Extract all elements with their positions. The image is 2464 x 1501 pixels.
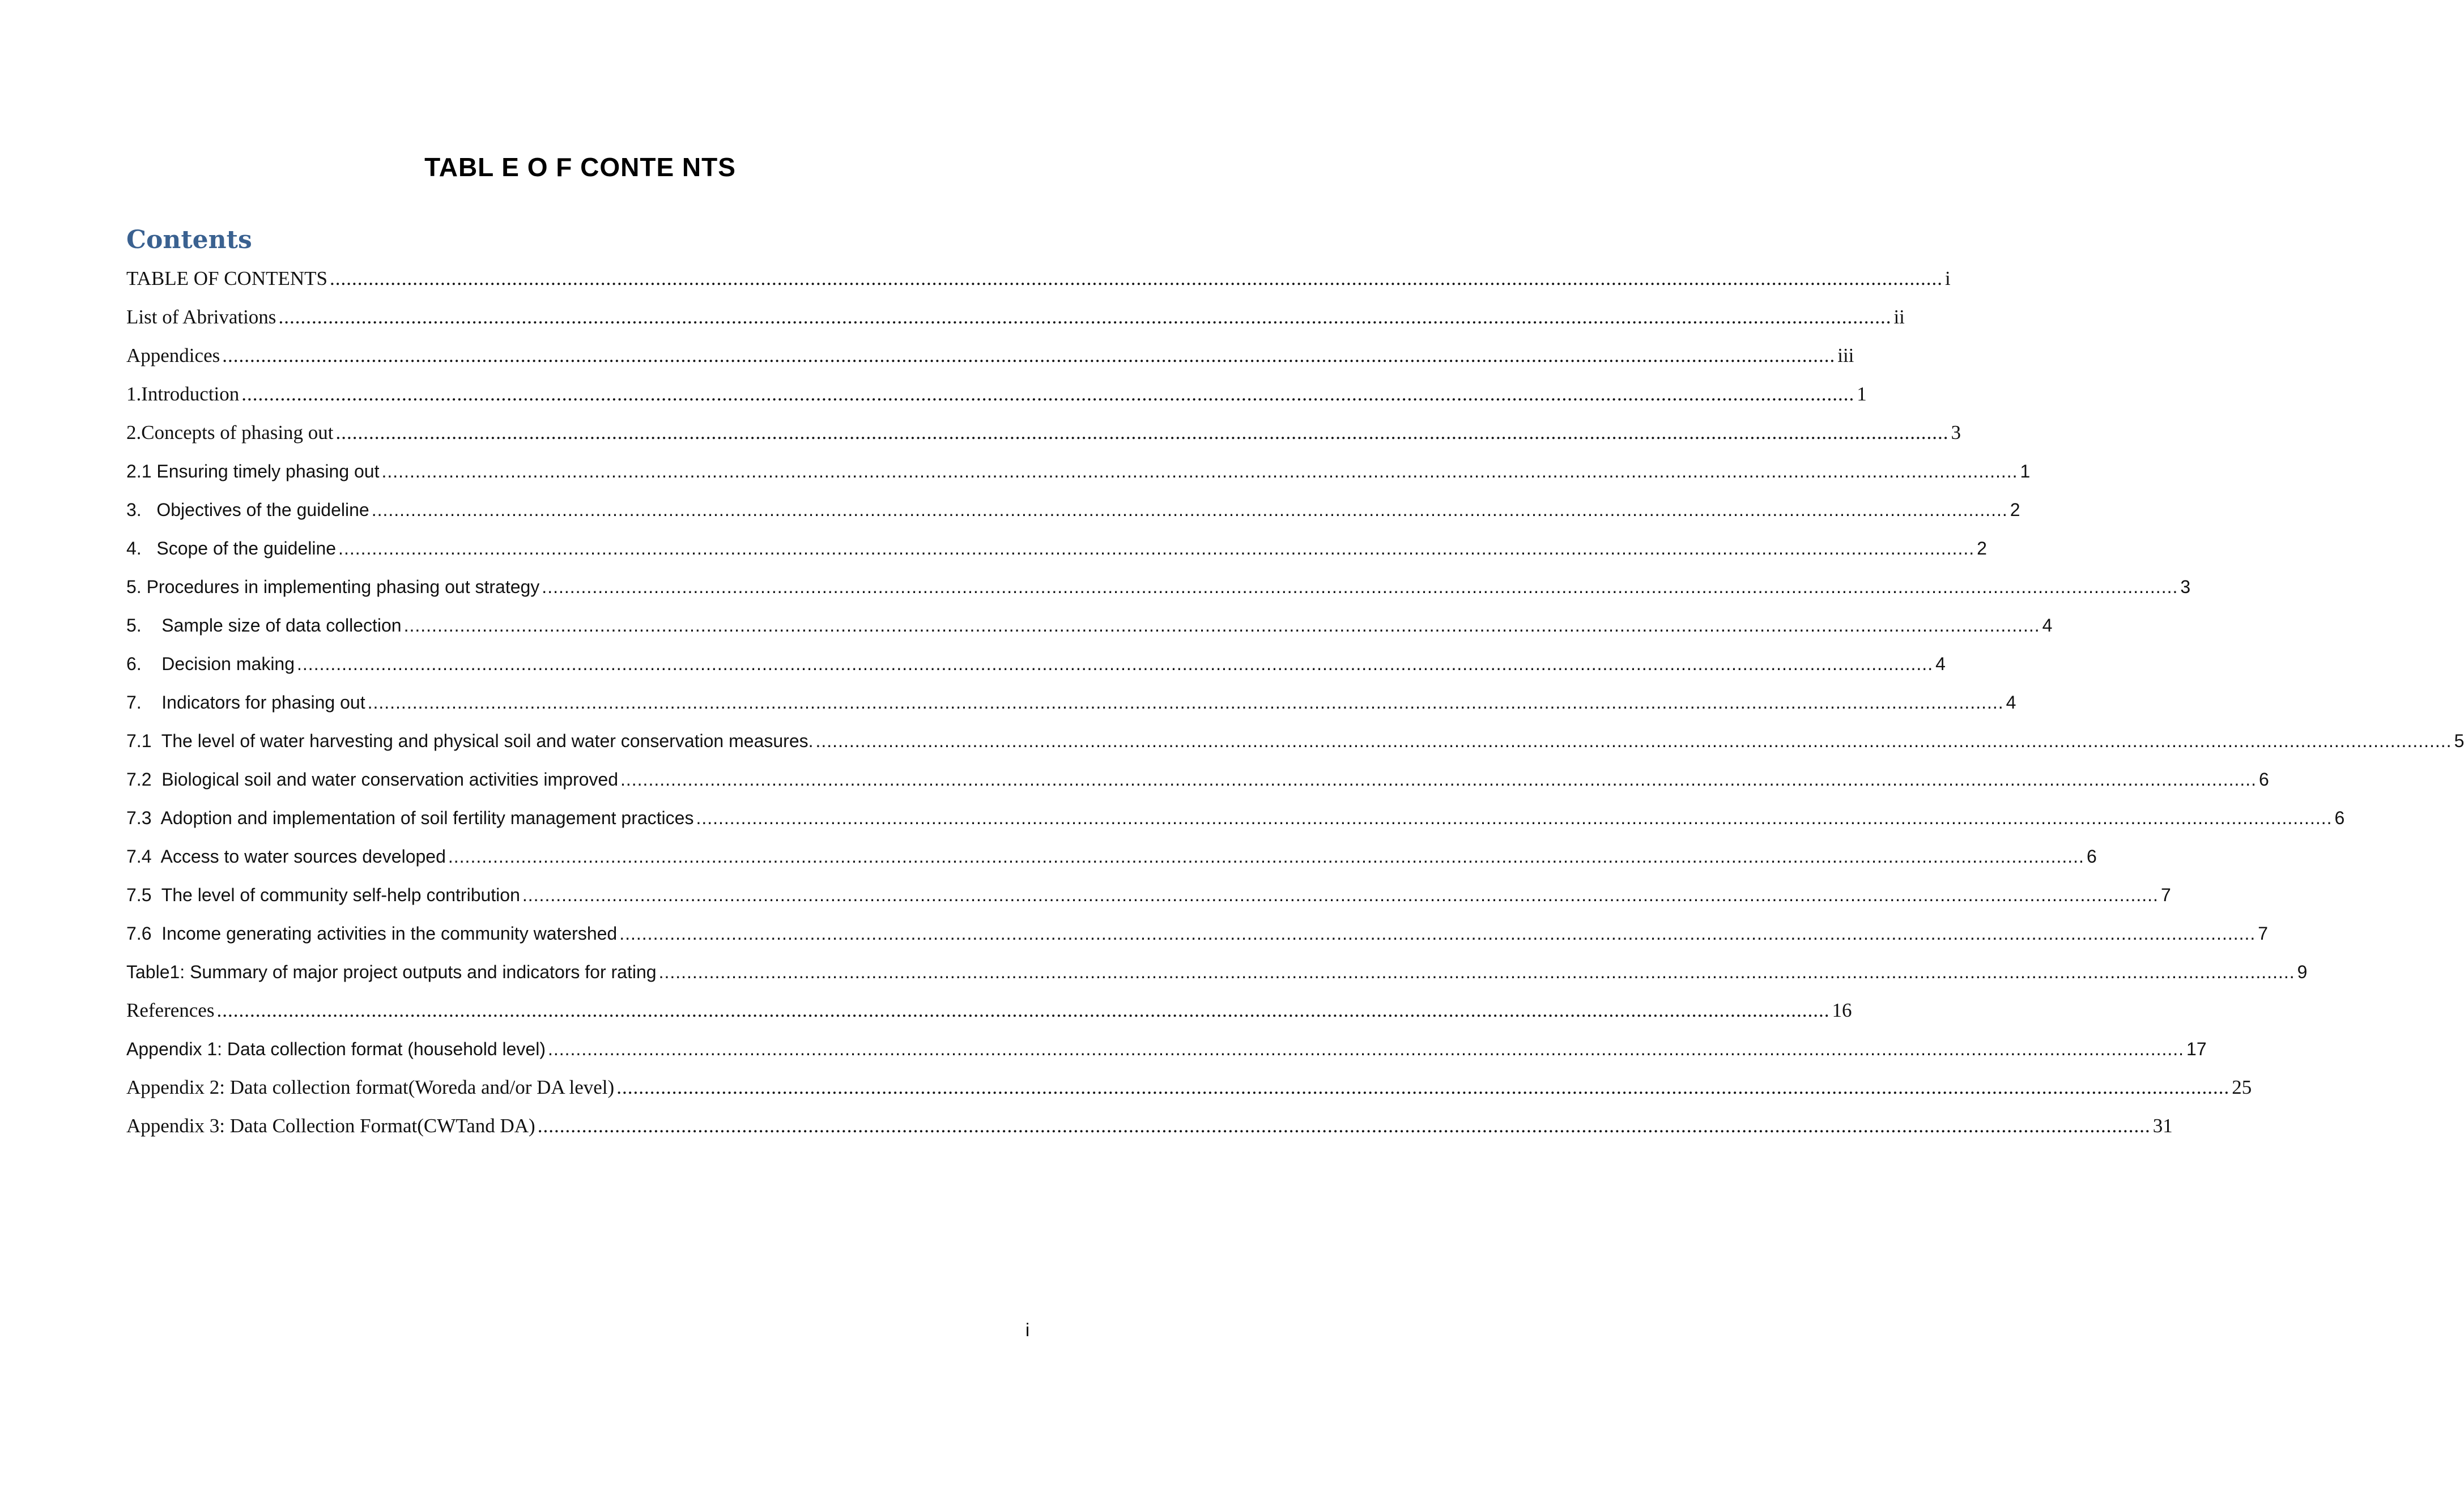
toc-entry-page: 3	[1951, 421, 1961, 444]
toc-entry-water-harvesting-level[interactable]	[126, 722, 2464, 760]
toc-entry-title: 6. Decision making	[126, 654, 297, 675]
toc-entry-appendices[interactable]	[126, 336, 1854, 375]
toc-entry-community-self-help-contribution[interactable]	[126, 876, 2171, 914]
toc-entry-page: 6	[2259, 769, 2269, 790]
toc-entry-title: 5. Sample size of data collection	[126, 615, 404, 636]
toc-entry-title: 3. Objectives of the guideline	[126, 500, 372, 521]
toc-entry-page: i	[1944, 267, 1951, 289]
toc-entry-page: 31	[2152, 1115, 2173, 1137]
toc-entry-title: 2.1 Ensuring timely phasing out	[126, 461, 381, 482]
table-of-contents	[126, 259, 2464, 1145]
contents-heading: Contents	[126, 225, 252, 254]
toc-entry-page: 6	[2334, 807, 2345, 828]
toc-entry-title: 4. Scope of the guideline	[126, 538, 338, 559]
toc-entry-sample-size-of-data-collection[interactable]	[126, 606, 2053, 645]
toc-entry-page: 4	[2006, 692, 2016, 713]
toc-entry-income-generating-activities[interactable]	[126, 914, 2269, 953]
toc-entry-title: 7.3 Adoption and implementation of soil fertility management practices	[126, 808, 696, 829]
toc-dot-leader: ....................................................................................................................................................................................................................................................................................................	[222, 344, 1836, 366]
toc-dot-leader: ....................................................................................................................................................................................................................................................................................................	[522, 884, 2159, 905]
toc-entry-soil-fertility-management[interactable]	[126, 799, 2345, 837]
toc-entry-title: 7.1 The level of water harvesting and physical soil and water conservation measures.	[126, 731, 816, 752]
page-number: i	[1025, 1320, 1030, 1340]
toc-entry-page: 3	[2180, 576, 2191, 597]
toc-dot-leader: ....................................................................................................................................................................................................................................................................................................	[403, 615, 2040, 636]
toc-entry-appendix-2[interactable]	[126, 1068, 2252, 1107]
page-heading: TABL E O F CONTE NTS	[424, 152, 736, 182]
toc-entry-title: 7.5 The level of community self-help contribution	[126, 885, 522, 906]
toc-dot-leader: ....................................................................................................................................................................................................................................................................................................	[696, 807, 2333, 828]
toc-dot-leader: ....................................................................................................................................................................................................................................................................................................	[338, 538, 1975, 558]
toc-dot-leader: ....................................................................................................................................................................................................................................................................................................	[542, 576, 2178, 597]
toc-entry-table1-summary[interactable]	[126, 953, 2308, 991]
toc-entry-title: TABLE OF CONTENTS	[126, 267, 330, 290]
toc-entry-page: ii	[1893, 306, 1905, 328]
toc-entry-title: Table1: Summary of major project outputs and indicators for rating	[126, 962, 659, 983]
toc-entry-page: 9	[2297, 961, 2308, 982]
toc-dot-leader: ....................................................................................................................................................................................................................................................................................................	[367, 692, 2004, 713]
toc-dot-leader: ....................................................................................................................................................................................................................................................................................................	[658, 961, 2295, 982]
toc-dot-leader: ....................................................................................................................................................................................................................................................................................................	[329, 267, 1943, 289]
toc-entry-page: 7	[2160, 884, 2171, 905]
toc-entry-title: References	[126, 999, 216, 1022]
toc-entry-title: 7.4 Access to water sources developed	[126, 846, 448, 867]
toc-entry-references[interactable]	[126, 991, 1852, 1030]
toc-entry-page: 16	[1832, 999, 1852, 1021]
toc-entry-concepts-of-phasing-out[interactable]	[126, 413, 1961, 452]
toc-entry-title: List of Abrivations	[126, 306, 278, 329]
toc-dot-leader: ....................................................................................................................................................................................................................................................................................................	[216, 999, 1830, 1021]
toc-entry-title: 7. Indicators for phasing out	[126, 692, 368, 713]
toc-entry-indicators-for-phasing-out[interactable]	[126, 683, 2016, 722]
toc-dot-leader: ....................................................................................................................................................................................................................................................................................................	[537, 1115, 2151, 1137]
toc-dot-leader: ....................................................................................................................................................................................................................................................................................................	[371, 499, 2008, 520]
toc-entry-page: 17	[2186, 1038, 2207, 1059]
toc-entry-table-of-contents[interactable]	[126, 259, 1951, 298]
toc-entry-appendix-3[interactable]	[126, 1107, 2173, 1145]
toc-entry-title: 7.6 Income generating activities in the community watershed	[126, 923, 619, 944]
toc-dot-leader: ....................................................................................................................................................................................................................................................................................................	[620, 769, 2257, 790]
toc-entry-page: iii	[1837, 344, 1854, 366]
toc-entry-ensuring-timely-phasing-out[interactable]	[126, 452, 2031, 491]
toc-entry-page: 2	[2010, 499, 2020, 520]
toc-entry-page: 4	[2042, 615, 2053, 636]
toc-entry-title: Appendix 3: Data Collection Format(CWTand DA)	[126, 1115, 538, 1137]
toc-entry-title: 1.Introduction	[126, 383, 241, 406]
toc-entry-page: 1	[1857, 383, 1867, 405]
toc-entry-page: 4	[1935, 653, 1946, 674]
toc-entry-access-to-water-sources[interactable]	[126, 837, 2097, 876]
toc-entry-title: Appendices	[126, 344, 222, 367]
toc-entry-objectives-of-the-guideline[interactable]	[126, 491, 2020, 529]
toc-entry-decision-making[interactable]	[126, 645, 1946, 683]
toc-dot-leader: ....................................................................................................................................................................................................................................................................................................	[619, 923, 2256, 944]
toc-dot-leader: ....................................................................................................................................................................................................................................................................................................	[815, 730, 2452, 751]
toc-dot-leader: ....................................................................................................................................................................................................................................................................................................	[335, 421, 1949, 444]
toc-entry-biological-soil-water-conservation[interactable]	[126, 760, 2269, 799]
toc-dot-leader: ....................................................................................................................................................................................................................................................................................................	[297, 653, 1934, 674]
toc-entry-procedures-phasing-out-strategy[interactable]	[126, 568, 2191, 606]
toc-entry-page: 5	[2454, 730, 2464, 751]
toc-entry-appendix-1[interactable]	[126, 1030, 2207, 1068]
toc-dot-leader: ....................................................................................................................................................................................................................................................................................................	[278, 306, 1892, 328]
toc-entry-title: Appendix 1: Data collection format (household level)	[126, 1039, 548, 1060]
toc-entry-title: 2.Concepts of phasing out	[126, 421, 336, 444]
toc-entry-title: 7.2 Biological soil and water conservation activities improved	[126, 769, 620, 790]
toc-entry-introduction[interactable]	[126, 375, 1867, 413]
toc-dot-leader: ....................................................................................................................................................................................................................................................................................................	[616, 1076, 2230, 1098]
toc-entry-list-of-abrivations[interactable]	[126, 298, 1905, 336]
toc-entry-title: 5. Procedures in implementing phasing out strategy	[126, 577, 542, 598]
toc-entry-scope-of-the-guideline[interactable]	[126, 529, 1987, 568]
toc-entry-page: 7	[2258, 923, 2269, 944]
toc-entry-page: 25	[2232, 1076, 2252, 1098]
toc-entry-title: Appendix 2: Data collection format(Woreda and/or DA level)	[126, 1076, 616, 1099]
toc-dot-leader: ....................................................................................................................................................................................................................................................................................................	[381, 460, 2018, 481]
toc-dot-leader: ....................................................................................................................................................................................................................................................................................................	[448, 846, 2084, 867]
toc-entry-page: 1	[2020, 460, 2031, 481]
toc-dot-leader: ....................................................................................................................................................................................................................................................................................................	[547, 1038, 2185, 1059]
toc-entry-page: 2	[1977, 538, 1987, 558]
toc-entry-page: 6	[2086, 846, 2097, 867]
toc-dot-leader: ....................................................................................................................................................................................................................................................................................................	[241, 383, 1855, 405]
